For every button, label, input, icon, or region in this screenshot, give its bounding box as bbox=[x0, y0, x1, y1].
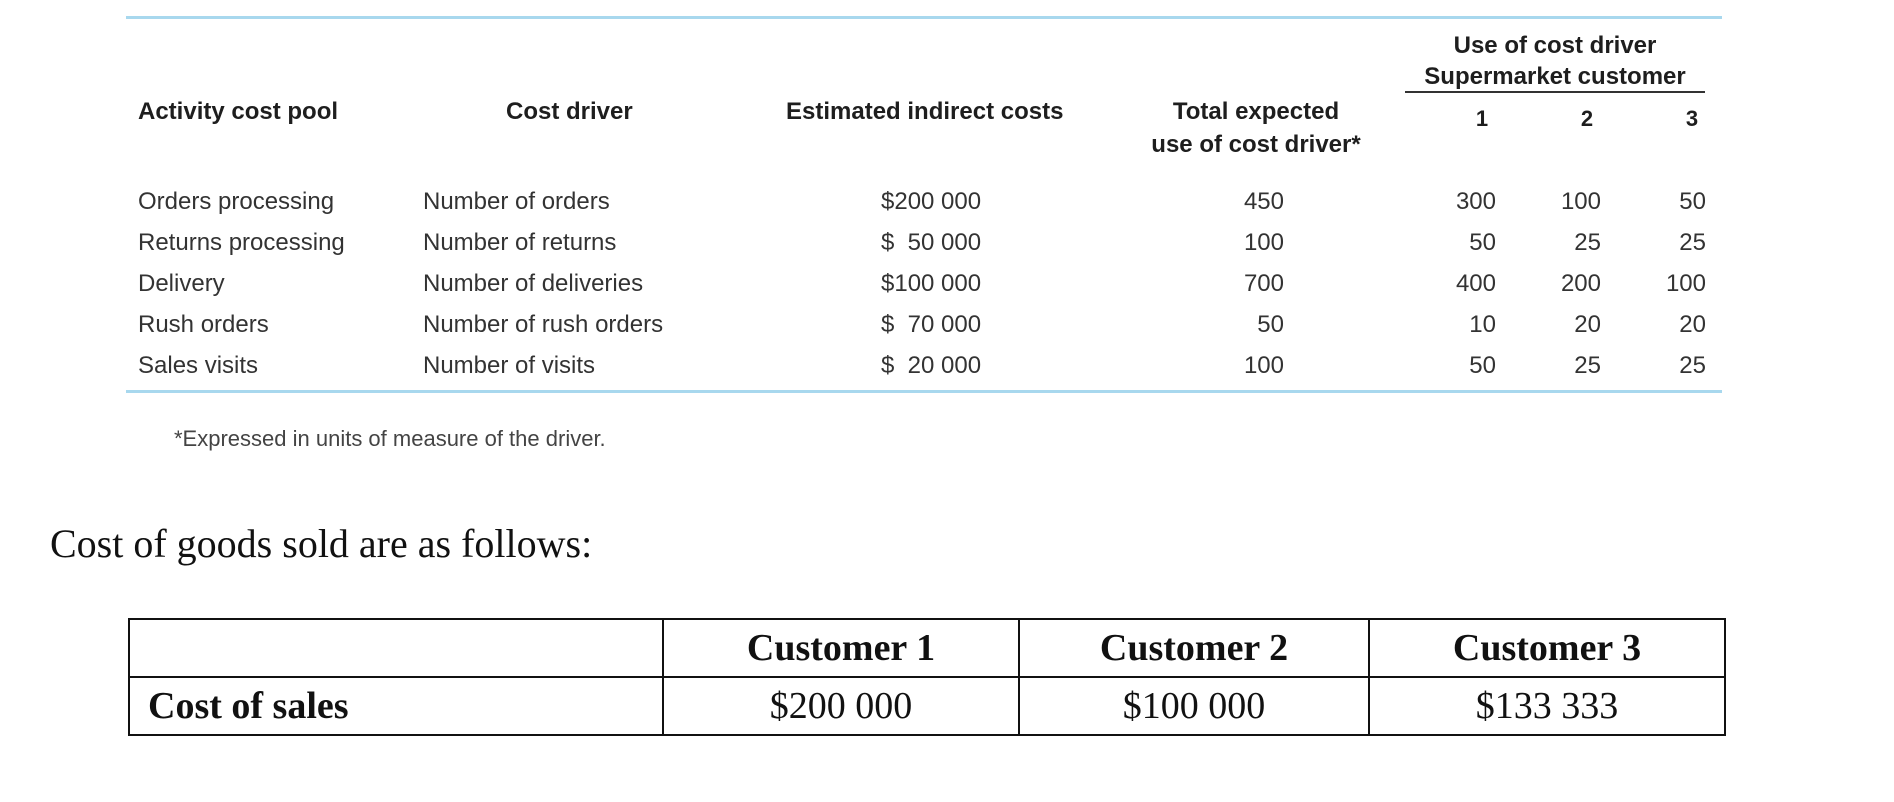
cell-activity-pool: Sales visits bbox=[138, 352, 259, 379]
header-cost-driver: Cost driver bbox=[506, 98, 633, 125]
cell-customer-1: 300 bbox=[1455, 188, 1496, 215]
cell-total-expected: 100 bbox=[1243, 352, 1284, 379]
cell-total-expected: 450 bbox=[1243, 188, 1284, 215]
cell-activity-pool: Orders processing bbox=[138, 188, 335, 215]
cell-customer-3-cost: $133 333 bbox=[1369, 677, 1725, 735]
table-row bbox=[126, 346, 1722, 386]
table-footnote: *Expressed in units of measure of the driver. bbox=[174, 426, 606, 451]
table-row bbox=[126, 182, 1722, 222]
cell-customer-3: 25 bbox=[1679, 352, 1706, 379]
cell-cost-driver: Number of orders bbox=[423, 188, 610, 215]
cell-cost-driver: Number of visits bbox=[423, 352, 596, 379]
cell-customer-3: 25 bbox=[1679, 229, 1706, 256]
cell-customer-2-cost: $100 000 bbox=[1019, 677, 1369, 735]
cell-total-expected: 100 bbox=[1243, 229, 1284, 256]
table-row bbox=[129, 677, 1725, 735]
header-total-expected-line1: Total expected bbox=[1172, 98, 1340, 125]
cell-customer-2: 20 bbox=[1574, 311, 1601, 338]
table-row bbox=[126, 264, 1722, 304]
cell-customer-2: 25 bbox=[1574, 229, 1601, 256]
cell-customer-3: 20 bbox=[1679, 311, 1706, 338]
cell-total-expected: 50 bbox=[1257, 311, 1284, 338]
table-row bbox=[126, 223, 1722, 263]
header-customer-1: Customer 1 bbox=[663, 619, 1019, 677]
header-use-of-cost-driver: Use of cost driver bbox=[1453, 32, 1657, 59]
cell-estimated-cost: $ 50 000 bbox=[881, 229, 982, 256]
table-header-row bbox=[129, 619, 1725, 677]
cell-customer-2: 200 bbox=[1560, 270, 1601, 297]
row-label-cost-of-sales: Cost of sales bbox=[129, 677, 663, 735]
table-bottom-rule bbox=[126, 390, 1722, 393]
header-customer-2: 2 bbox=[1580, 106, 1594, 131]
header-estimated-indirect-costs: Estimated indirect costs bbox=[786, 98, 1064, 125]
header-customer-2: Customer 2 bbox=[1019, 619, 1369, 677]
header-supermarket-customer: Supermarket customer bbox=[1424, 63, 1686, 90]
cell-cost-driver: Number of deliveries bbox=[423, 270, 644, 297]
customer-header-rule bbox=[1405, 91, 1705, 93]
header-total-expected-line2: use of cost driver* bbox=[1151, 131, 1361, 158]
table-row bbox=[126, 305, 1722, 345]
cell-customer-1: 50 bbox=[1469, 229, 1496, 256]
table-top-rule bbox=[126, 16, 1722, 19]
cost-of-goods-intro: Cost of goods sold are as follows: bbox=[50, 521, 593, 566]
cell-customer-1: 50 bbox=[1469, 352, 1496, 379]
cell-estimated-cost: $100 000 bbox=[881, 270, 982, 297]
cell-activity-pool: Delivery bbox=[138, 270, 225, 297]
cell-customer-1: 400 bbox=[1455, 270, 1496, 297]
cell-customer-2: 25 bbox=[1574, 352, 1601, 379]
header-customer-3: 3 bbox=[1685, 106, 1699, 131]
cell-estimated-cost: $200 000 bbox=[881, 188, 982, 215]
cell-cost-driver: Number of returns bbox=[423, 229, 617, 256]
header-customer-1: 1 bbox=[1475, 106, 1489, 131]
cell-estimated-cost: $ 20 000 bbox=[881, 352, 982, 379]
cell-activity-pool: Rush orders bbox=[138, 311, 269, 338]
cell-customer-1-cost: $200 000 bbox=[663, 677, 1019, 735]
cost-of-sales-table bbox=[128, 618, 1726, 736]
header-customer-3: Customer 3 bbox=[1369, 619, 1725, 677]
cell-customer-3: 100 bbox=[1665, 270, 1706, 297]
cell-cost-driver: Number of rush orders bbox=[423, 311, 664, 338]
cell-activity-pool: Returns processing bbox=[138, 229, 345, 256]
cell-customer-3: 50 bbox=[1679, 188, 1706, 215]
cell-customer-2: 100 bbox=[1560, 188, 1601, 215]
header-empty-cell bbox=[129, 619, 663, 677]
cell-estimated-cost: $ 70 000 bbox=[881, 311, 982, 338]
header-activity-cost-pool: Activity cost pool bbox=[138, 98, 339, 125]
cell-customer-1: 10 bbox=[1469, 311, 1496, 338]
cell-total-expected: 700 bbox=[1243, 270, 1284, 297]
